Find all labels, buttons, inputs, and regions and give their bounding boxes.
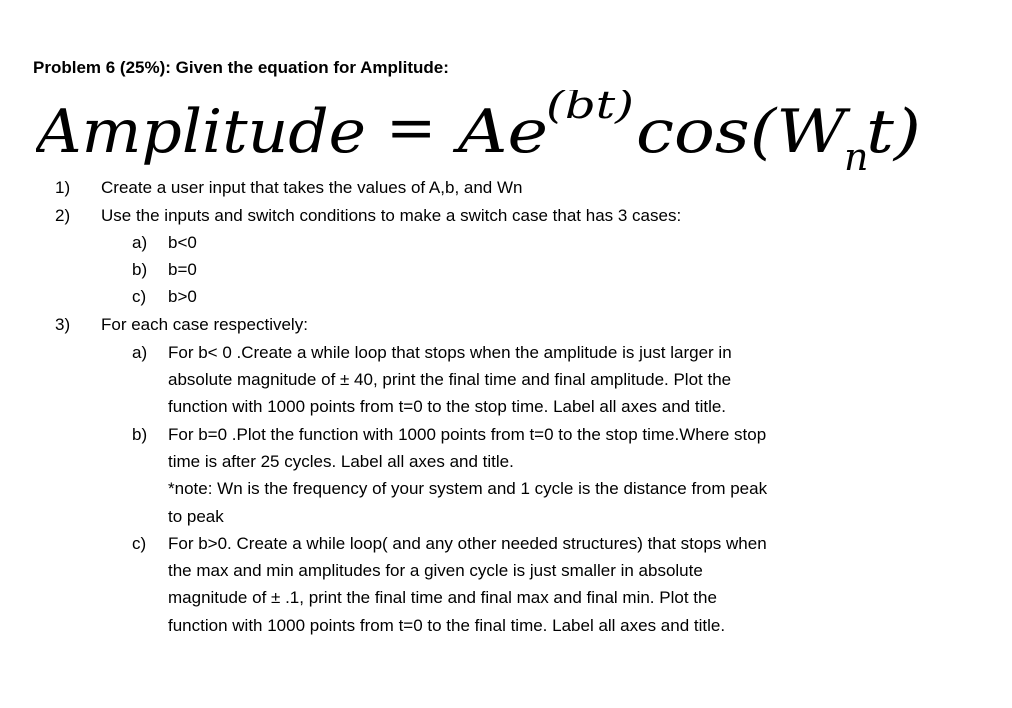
item-text: For each case respectively:	[101, 315, 308, 334]
equation-subscript: n	[844, 135, 869, 179]
amplitude-equation	[36, 90, 926, 185]
item-number: 1)	[55, 178, 71, 197]
subitem-line: magnitude of ± .1, print the final time and final max and final min. Plot the	[168, 588, 717, 607]
item-number: 3)	[55, 315, 71, 334]
subitem-line: *note: Wn is the frequency of your system and 1 cycle is the distance from peak	[168, 479, 768, 498]
subitem-label: c)	[132, 534, 147, 553]
equation-equals: =	[386, 93, 437, 163]
subitem-line: For b>0. Create a while loop( and any other needed structures) that stops when	[168, 534, 767, 553]
subitem-label: b)	[132, 425, 148, 444]
item-number: 2)	[55, 206, 71, 225]
subitem-line: function with 1000 points from t=0 to the stop time. Label all axes and title.	[168, 397, 727, 416]
subitem-line: the max and min amplitudes for a given cycle is just smaller in absolute	[168, 561, 703, 580]
equation-lhs: Amplitude	[36, 97, 366, 167]
equation-ae: Ae	[452, 97, 548, 167]
subitem-line: to peak	[168, 507, 224, 526]
item-text: Use the inputs and switch conditions to make a switch case that has 3 cases:	[101, 206, 682, 225]
subitem-label: b)	[132, 260, 148, 279]
subitem-line: For b=0 .Plot the function with 1000 points from t=0 to the stop time.Where stop	[168, 425, 767, 444]
subitem-text: b>0	[168, 287, 197, 306]
problem-heading: Problem 6 (25%): Given the equation for Amplitude:	[33, 58, 449, 77]
equation-exponent: (bt)	[546, 90, 634, 127]
subitem-text: b<0	[168, 233, 197, 252]
equation-cos: cos(W	[636, 97, 851, 167]
subitem-label: a)	[132, 343, 148, 362]
subitem-label: a)	[132, 233, 148, 252]
subitem-line: time is after 25 cycles. Label all axes and title.	[168, 452, 514, 471]
subitem-line: For b< 0 .Create a while loop that stops when the amplitude is just larger in	[168, 343, 732, 362]
equation-tail: t)	[866, 97, 921, 167]
item-text: Create a user input that takes the values of A,b, and Wn	[101, 178, 523, 197]
subitem-label: c)	[132, 287, 147, 306]
subitem-text: b=0	[168, 260, 197, 279]
subitem-line: function with 1000 points from t=0 to the final time. Label all axes and title.	[168, 616, 726, 635]
subitem-line: absolute magnitude of ± 40, print the final time and final amplitude. Plot the	[168, 370, 732, 389]
